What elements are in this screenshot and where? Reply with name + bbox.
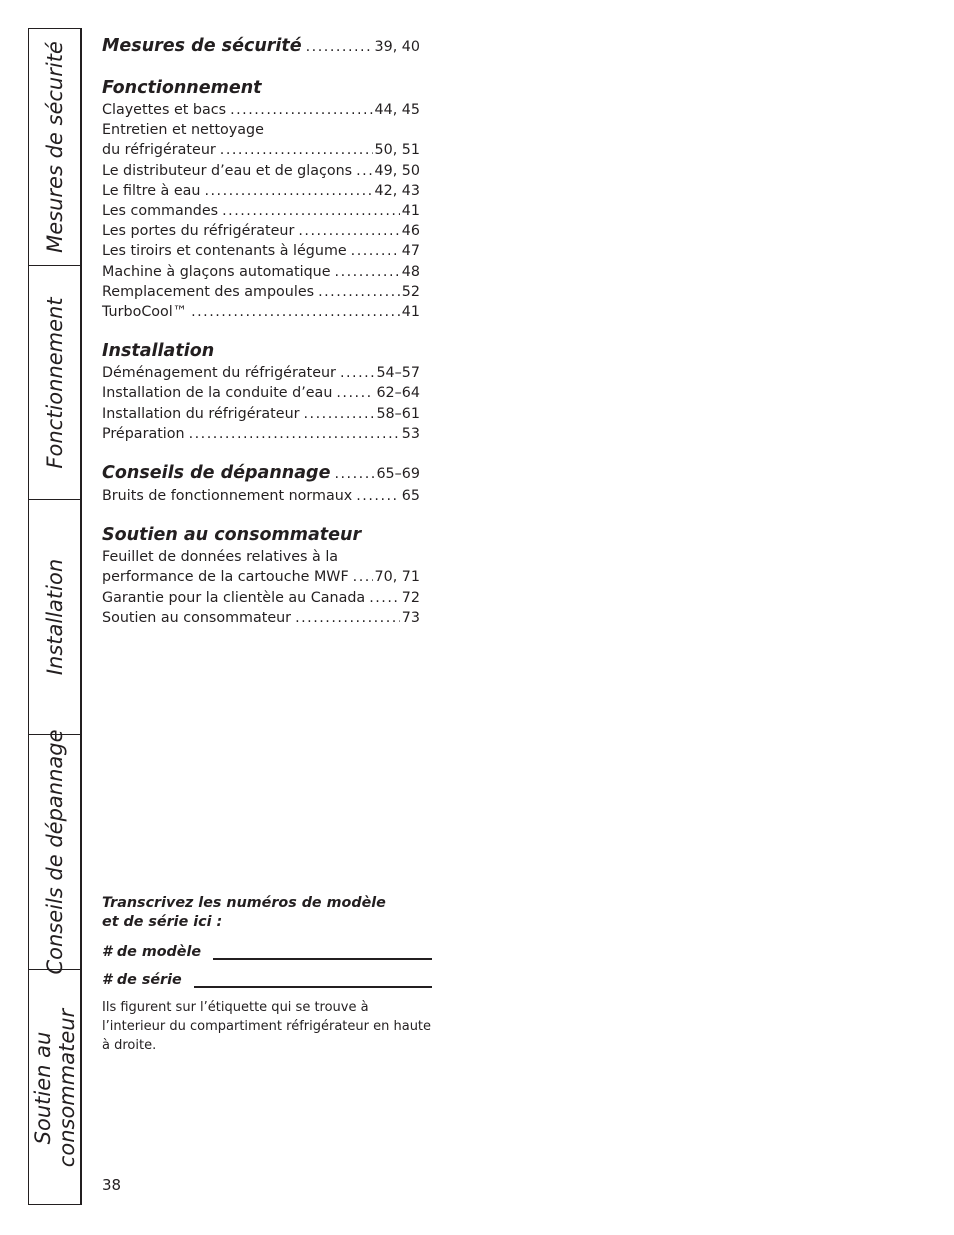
toc-entry[interactable]: TurboCool™ ..... 41 <box>102 302 420 322</box>
toc-section-soutien <box>102 523 420 628</box>
toc-entry[interactable]: Garantie pour la clientèle au Canada ..... 72 <box>102 588 420 608</box>
model-serial-record <box>102 894 432 1055</box>
tab-label: Conseils de dépannage <box>42 729 67 975</box>
tab-soutien-au-consommateur[interactable] <box>29 970 80 1206</box>
tab-fonctionnement[interactable] <box>29 266 80 500</box>
toc-section-installation <box>102 339 420 444</box>
page-ref: 39, 40 <box>374 39 420 55</box>
tab-label: Mesures de sécurité <box>42 41 67 253</box>
toc-entry[interactable]: Installation du réfrigérateur ..... 58–61 <box>102 404 420 424</box>
table-of-contents <box>102 34 420 645</box>
toc-entry[interactable]: Machine à glaçons automatique ..... 48 <box>102 262 420 282</box>
record-note: Ils figurent sur l’étiquette qui se trouve à l’interieur du compartiment réfrigérateur en haute à droite. <box>102 1000 432 1053</box>
toc-section-fonctionnement <box>102 76 420 322</box>
toc-entry[interactable]: Clayettes et bacs ..... 44, 45 <box>102 100 420 120</box>
section-heading: Fonctionnement <box>102 78 262 98</box>
toc-entry[interactable]: Bruits de fonctionnement normaux ..... 65 <box>102 486 420 506</box>
toc-entry-line: Feuillet de données relatives à la <box>102 549 339 566</box>
toc-entry[interactable]: Remplacement des ampoules ..... 52 <box>102 282 420 302</box>
toc-section-depannage <box>102 461 420 506</box>
page-ref: 65–69 <box>376 466 420 483</box>
toc-entry[interactable]: Installation de la conduite d’eau ..... 62–64 <box>102 383 420 403</box>
serial-number-field[interactable] <box>102 968 432 988</box>
page-number: 38 <box>102 1176 122 1194</box>
toc-entry[interactable]: Les tiroirs et contenants à légume ..... 47 <box>102 241 420 261</box>
model-number-field[interactable] <box>102 940 432 960</box>
model-number-label: # de modèle <box>102 944 202 960</box>
toc-section-mesures <box>102 34 420 59</box>
toc-entry[interactable]: Les commandes ..... 41 <box>102 201 420 221</box>
toc-entry[interactable]: Les portes du réfrigérateur ..... 46 <box>102 221 420 241</box>
toc-entry-line: Entretien et nettoyage <box>102 122 264 139</box>
section-heading: Soutien au consommateur <box>102 525 362 546</box>
model-number-line[interactable] <box>213 946 432 960</box>
tab-installation[interactable] <box>29 500 80 735</box>
side-tab-strip <box>28 28 82 1205</box>
section-heading[interactable]: Mesures de sécurité ..... 39, 40 <box>102 34 420 59</box>
toc-entry[interactable]: du réfrigérateur ..... 50, 51 <box>102 140 420 160</box>
toc-entry[interactable]: Soutien au consommateur ..... 73 <box>102 608 420 628</box>
section-heading[interactable]: Conseils de dépannage ..... 65–69 <box>102 461 420 486</box>
tab-mesures-de-securite[interactable] <box>29 29 80 266</box>
tab-label: Fonctionnement <box>42 296 67 469</box>
record-intro: Transcrivez les numéros de modèle et de série ici : <box>102 895 386 930</box>
toc-entry[interactable]: performance de la cartouche MWF ..... 70, 71 <box>102 567 420 587</box>
toc-entry[interactable]: Préparation ..... 53 <box>102 424 420 444</box>
toc-entry[interactable]: Déménagement du réfrigérateur ..... 54–57 <box>102 363 420 383</box>
toc-entry[interactable]: Le distributeur d’eau et de glaçons ..... 49, 50 <box>102 161 420 181</box>
tab-label: Installation <box>42 558 67 676</box>
tab-label: consommateur <box>54 1008 79 1168</box>
tab-label: Soutien au <box>30 1031 55 1145</box>
tab-conseils-de-depannage[interactable] <box>29 729 80 975</box>
serial-number-line[interactable] <box>194 974 432 988</box>
toc-entry[interactable]: Le filtre à eau ..... 42, 43 <box>102 181 420 201</box>
serial-number-label: # de série <box>102 972 182 988</box>
section-heading: Installation <box>102 341 215 362</box>
